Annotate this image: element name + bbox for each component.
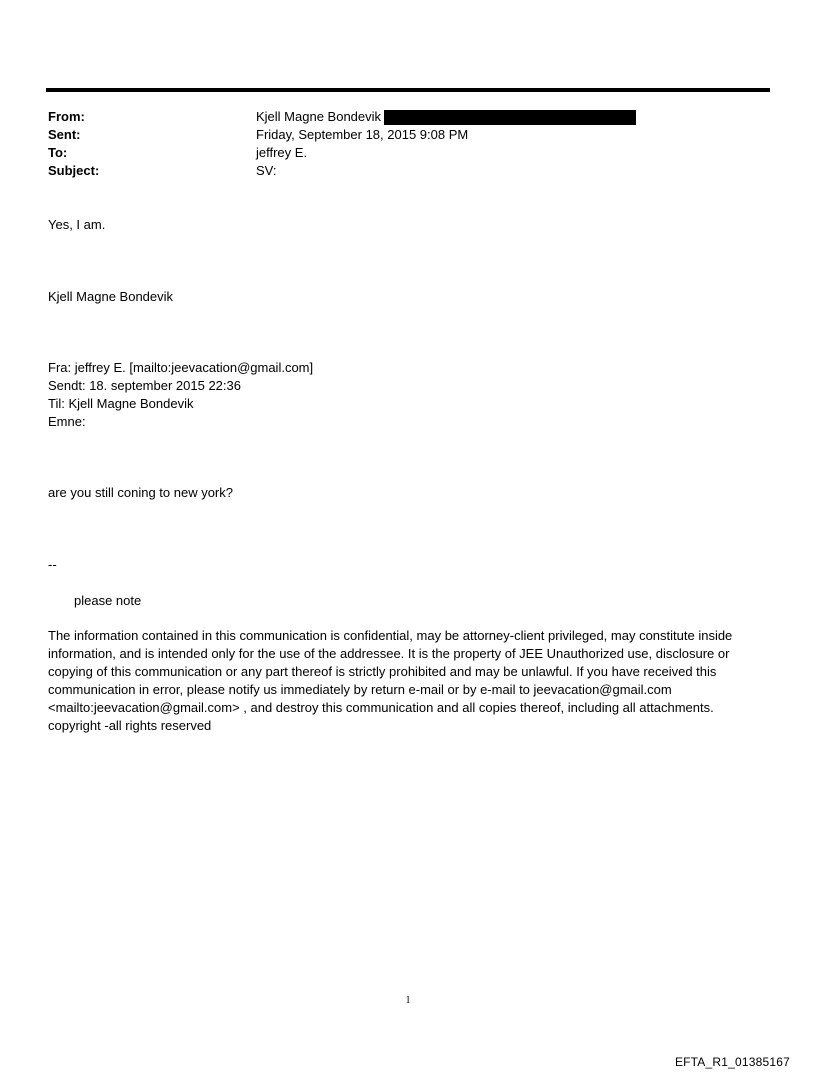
header-divider: [46, 88, 770, 92]
sent-value: Friday, September 18, 2015 9:08 PM: [256, 127, 469, 142]
quoted-message: are you still coning to new york?: [48, 485, 233, 500]
quoted-subject: Emne:: [48, 414, 86, 429]
to-label: To:: [48, 145, 68, 160]
signature-separator: --: [48, 557, 57, 572]
sent-label: Sent:: [48, 127, 81, 142]
from-label: From:: [48, 109, 85, 124]
subject-label: Subject:: [48, 163, 100, 178]
from-value: Kjell Magne Bondevik: [256, 109, 382, 124]
page-number: 1: [405, 995, 411, 1006]
signature: Kjell Magne Bondevik: [48, 289, 174, 304]
email-header: [48, 108, 768, 180]
confidentiality-disclaimer: The information contained in this communication is confidential, may be attorney-client privileged, may constitute inside information, and is intended only for the use of the addressee. It is the property of JEE Unauthorized use, disclosure or copying of this communication or any part thereof is strictly prohibited and may be unlawful. If you have received this communication in error, please notify us immediately by return e-mail or by e-mail to jeevacation@gmail.com <mailto:jeevacation@gmail.com> , and destroy this communication and all copies thereof, including all attachments. copyright -all rights reserved: [48, 628, 733, 733]
please-note: please note: [74, 593, 142, 608]
from-row: [48, 108, 768, 126]
quoted-header: [48, 359, 313, 431]
sent-row: [48, 126, 768, 144]
redaction-bar: [384, 110, 636, 125]
quoted-to: Til: Kjell Magne Bondevik: [48, 396, 194, 411]
subject-value: SV:: [256, 163, 277, 178]
from-value-wrap: [256, 108, 636, 126]
to-row: [48, 144, 768, 162]
subject-row: [48, 162, 768, 180]
document-id: EFTA_R1_01385167: [674, 1055, 790, 1069]
to-value: jeffrey E.: [256, 145, 308, 160]
reply-text: Yes, I am.: [48, 217, 106, 232]
quoted-from: Fra: jeffrey E. [mailto:jeevacation@gmail.com]: [48, 360, 314, 375]
quoted-sent: Sendt: 18. september 2015 22:36: [48, 378, 241, 393]
